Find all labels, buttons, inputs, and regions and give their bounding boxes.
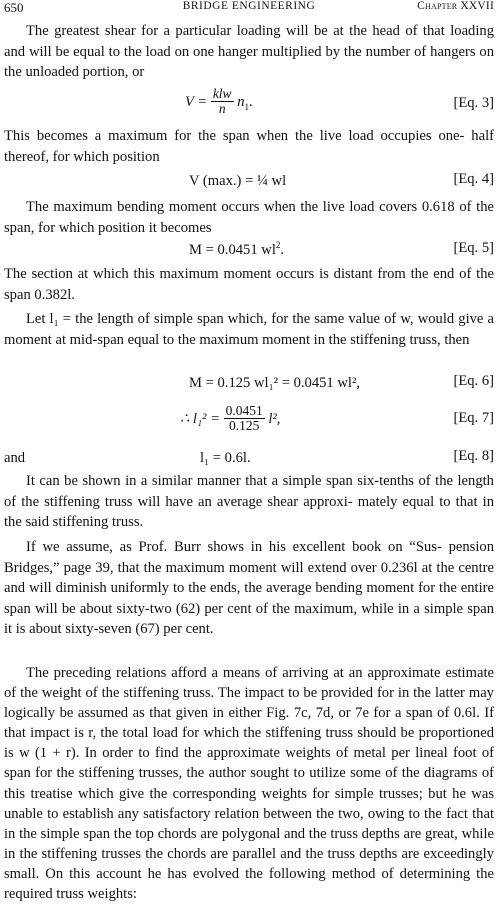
text-line: estimate of the weight of the stiffening truss. The impact to be provided bbox=[4, 665, 494, 702]
text-line: stiffening trusses, the author sought to utilize some of the diagrams of bbox=[78, 765, 494, 782]
text-line: end of the span 0.382l. bbox=[4, 266, 494, 303]
text-line: the length of the stiffening truss will have an average shear approxi- bbox=[4, 473, 494, 510]
paragraph-average-shear bbox=[4, 471, 494, 533]
equation-3-label: [Eq. 3] bbox=[453, 95, 494, 111]
equation-5-label: [Eq. 5] bbox=[453, 240, 494, 256]
paragraph-simple-span-definition bbox=[4, 309, 494, 350]
paragraph-shear-intro bbox=[4, 21, 494, 83]
text-line: he has evolved the following method of determining the required truss bbox=[4, 865, 494, 903]
page-number: 650 bbox=[4, 0, 24, 15]
text-line: of the maximum, while in a simple span it is about sixty-seven (67) per bbox=[4, 600, 494, 638]
text-line: 7c, 7d, or 7e for a span of 0.6l. If that impact is r, the total load for bbox=[4, 705, 495, 742]
text-line: The section at which this maximum moment occurs is distant from the bbox=[4, 266, 429, 282]
text-line: to find the approximate weights of metal per lineal foot of span for the bbox=[4, 745, 494, 782]
text-line: for in the latter may logically be assumed as that given in either Fig. bbox=[4, 685, 494, 722]
equation-4: V (max.) = ¼ wl bbox=[189, 173, 287, 189]
eq-subscript: 1 bbox=[244, 101, 250, 112]
text-line: It can be shown in a similar manner that a simple span six-tenths of bbox=[26, 473, 431, 489]
eq-denominator: 0.125 bbox=[228, 418, 260, 433]
text-line: If we assume, as Prof. Burr shows in his excellent book on “Sus- bbox=[26, 539, 442, 555]
text-line: Let l₁ = the length of simple span which, for the same value of w, bbox=[26, 311, 414, 327]
eq-period: . bbox=[249, 93, 253, 110]
text-line: This becomes a maximum for the span when the live load occupies one- bbox=[4, 128, 465, 144]
text-line: The preceding relations afford a means of arriving at an approximate bbox=[26, 665, 441, 681]
eq-term: n bbox=[237, 93, 245, 110]
text-line: but he was unable to establish any satisfactory relation between the two, bbox=[4, 785, 494, 822]
eq-numerator: 0.0451 bbox=[225, 403, 263, 418]
eq-lhs: ∴ l₁² = bbox=[180, 410, 220, 427]
text-line: half thereof, for which position bbox=[4, 128, 494, 165]
eq-lhs: V = bbox=[185, 93, 208, 110]
eq-numerator: klw bbox=[212, 86, 232, 101]
text-line: which the stiffening truss should be proportioned is w (1 + r). In order bbox=[4, 725, 495, 762]
paragraph-bending-moment bbox=[4, 197, 494, 238]
page-header bbox=[4, 0, 494, 16]
eq-term: l², bbox=[268, 410, 281, 427]
equation-7 bbox=[180, 405, 280, 434]
eq-denominator: n bbox=[218, 101, 226, 116]
text-line: The greatest shear for a particular loading will be at the head of that bbox=[26, 23, 445, 39]
text-line: mately equal to that in the said stiffening truss. bbox=[4, 493, 494, 531]
text-line: are parallel and the truss depths are exceedingly small. On this account bbox=[4, 845, 494, 882]
text-line: loading and will be equal to the load on one hanger multiplied by the bbox=[4, 23, 494, 60]
text-line: number of hangers on the unloaded portion, or bbox=[4, 43, 494, 81]
text-line: and the truss depths are great, while in the stiffening trusses the chords bbox=[4, 825, 494, 862]
text-line: stiffening truss, then bbox=[350, 331, 470, 348]
eq-period: . bbox=[280, 242, 285, 258]
text-line: weights: bbox=[87, 886, 137, 903]
equation-7-label: [Eq. 7] bbox=[453, 410, 494, 426]
text-line: pension Bridges,” page 39, that the maximum moment will extend over bbox=[4, 539, 494, 576]
text-line: would give a moment at mid-span equal to the maximum moment in the bbox=[4, 311, 494, 348]
text-line: cent. bbox=[185, 621, 214, 638]
equation-4-label: [Eq. 4] bbox=[453, 171, 494, 187]
text-line: owing to the fact that in the simple span the top chords are polygonal bbox=[4, 805, 494, 842]
eq-body: M = 0.0451 wl bbox=[189, 242, 276, 258]
paragraph-weight-estimate bbox=[4, 663, 494, 904]
text-line: of the span, for which position it becomes bbox=[4, 199, 494, 236]
equation-8-label: [Eq. 8] bbox=[453, 448, 494, 464]
eq-superscript: 2 bbox=[275, 240, 281, 251]
running-title: BRIDGE ENGINEERING bbox=[182, 0, 316, 12]
equation-3 bbox=[185, 88, 253, 117]
equation-6-label: [Eq. 6] bbox=[453, 373, 494, 389]
paragraph-section-location bbox=[4, 264, 494, 305]
equation-8: l₁ = 0.6l. bbox=[200, 450, 251, 466]
text-line: this treatise which give the corresponding weights for simple trusses; bbox=[4, 785, 423, 802]
equation-6: M = 0.125 wl₁² = 0.0451 wl², bbox=[189, 375, 360, 391]
paragraph-burr-reference bbox=[4, 537, 494, 640]
equation-5 bbox=[189, 240, 284, 260]
eq-fraction bbox=[224, 404, 265, 433]
chapter-label: Chapter XXVII bbox=[417, 0, 494, 12]
eq-fraction bbox=[211, 87, 234, 116]
text-line: bending moment for the entire span will be about sixty-two (62) per cent bbox=[4, 580, 495, 617]
paragraph-maximum-shear bbox=[4, 126, 494, 167]
text-line: The maximum bending moment occurs when the live load covers 0.618 bbox=[26, 199, 455, 215]
equation-8-prefix: and bbox=[4, 450, 26, 466]
text-line: 0.236l at the centre and will diminish uniformly to the ends, the average bbox=[4, 559, 494, 597]
